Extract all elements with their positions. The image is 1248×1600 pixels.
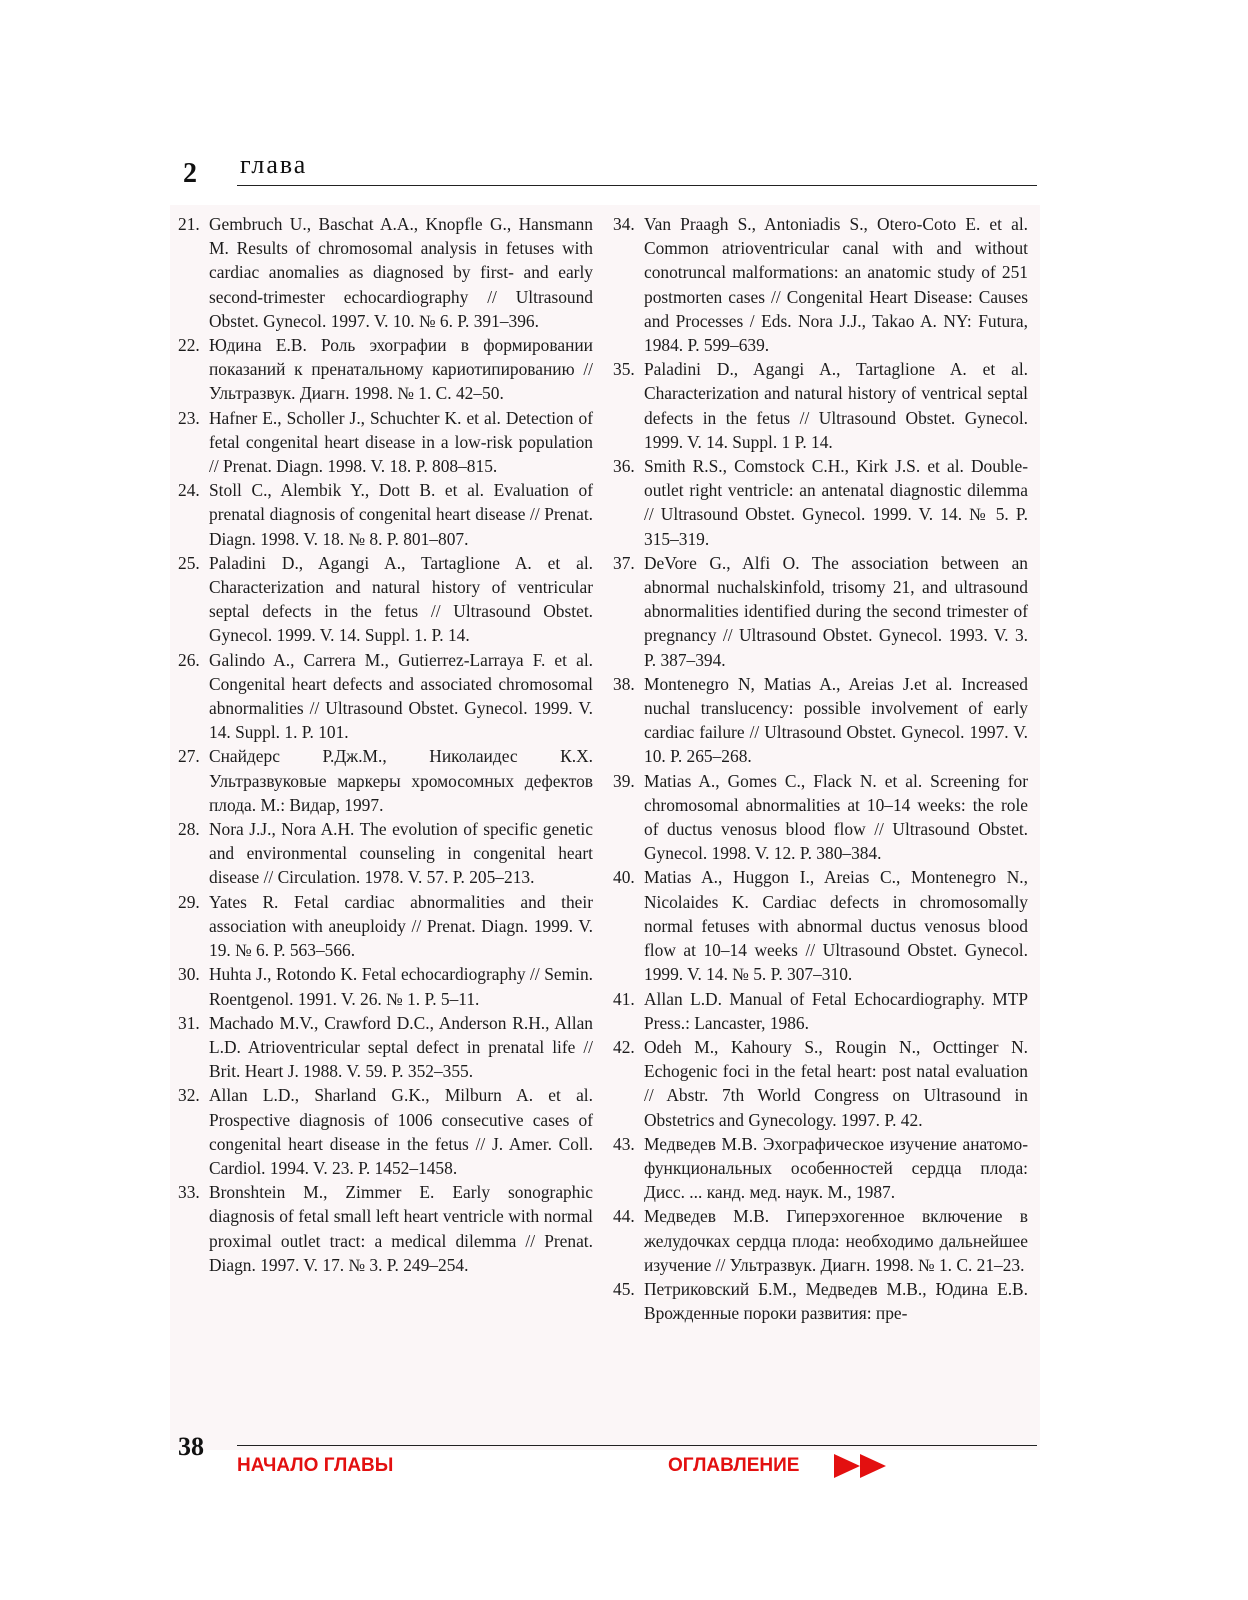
reference-text: Paladini D., Agangi A., Tartaglione A. et al. Characterization and natural history of ventricular septal defects in the fetus // Ultrasound Obstet. Gynecol. 1999. V. 14. Suppl. 1. P. 14.: [209, 552, 593, 646]
reference-item: [178, 212, 593, 333]
reference-number: 23.: [178, 407, 200, 428]
reference-item: [178, 406, 593, 479]
reference-number: 43.: [613, 1133, 635, 1154]
reference-item: [613, 987, 1028, 1035]
reference-number: 35.: [613, 359, 635, 380]
reference-text: Allan L.D. Manual of Fetal Echocardiography. MTP Press.: Lancaster, 1986.: [644, 988, 1028, 1033]
reference-item: [178, 478, 593, 551]
reference-number: 37.: [613, 552, 635, 573]
reference-number: 27.: [178, 746, 200, 767]
reference-item: [613, 1035, 1028, 1132]
reference-text: Odeh M., Kahoury S., Rougin N., Octtinger N. Echogenic foci in the fetal heart: post natal evaluation // Abstr. 7th World Congress on Ultrasound in Obstetrics and Gynecology. 1997. P. 42.: [644, 1036, 1028, 1130]
reference-text: Yates R. Fetal cardiac abnormalities and their association with aneuploidy // Prenat. Diagn. 1999. V. 19. № 6. P. 563–566.: [209, 891, 593, 961]
reference-item: [178, 817, 593, 890]
reference-item: [613, 1204, 1028, 1277]
reference-text: Machado M.V., Crawford D.C., Anderson R.H., Allan L.D. Atrioventricular septal defect in prenatal life // Brit. Heart J. 1988. V. 59. P. 352–355.: [209, 1012, 593, 1082]
reference-item: [613, 357, 1028, 454]
reference-text: Петриковский Б.М., Медведев М.В., Юдина Е.В. Врожденные пороки развития: пре-: [644, 1278, 1028, 1324]
reference-text: Hafner E., Scholler J., Schuchter K. et al. Detection of fetal congenital heart disease in a low-risk population // Prenat. Diagn. 1998. V. 18. P. 808–815.: [209, 407, 593, 477]
page-number: 38: [178, 1432, 204, 1461]
reference-item: [613, 1132, 1028, 1205]
reference-number: 28.: [178, 819, 200, 840]
chapter-number: 2: [183, 158, 197, 189]
reference-text: Huhta J., Rotondo K. Fetal echocardiography // Semin. Roentgenol. 1991. V. 26. № 1. P. 5–11.: [209, 964, 593, 1009]
reference-item: [613, 769, 1028, 866]
reference-text: Gembruch U., Baschat A.A., Knopfle G., Hansmann M. Results of chromosomal analysis in fetuses with cardiac anomalies as diagnosed by first- and early second-trimester echocardiography // Ultrasound Obstet. Gynecol. 1997. V. 10. № 6. P. 391–396.: [209, 214, 593, 331]
reference-text: Galindo A., Carrera M., Gutierrez-Larraya F. et al. Congenital heart defects and associated chromosomal abnormalities // Ultrasound Obstet. Gynecol. 1999. V. 14. Suppl. 1. P. 101.: [209, 649, 593, 743]
reference-item: [178, 648, 593, 745]
reference-item: [178, 1011, 593, 1084]
reference-text: Montenegro N, Matias A., Areias J.et al. Increased nuchal translucency: possible involvement of early cardiac failure // Ultrasound Obstet. Gynecol. 1997. V. 10. P. 265–268.: [644, 673, 1028, 767]
reference-text: Stoll C., Alembik Y., Dott B. et al. Evaluation of prenatal diagnosis of congenital heart disease // Prenat. Diagn. 1998. V. 18. № 8. P. 801–807.: [209, 480, 593, 549]
reference-item: [613, 551, 1028, 672]
reference-item: [178, 962, 593, 1010]
reference-text: Van Praagh S., Antoniadis S., Otero-Coto E. et al. Common atrioventricular canal with and without conotruncal malformations: an anatomic study of 251 postmorten cases // Congenital Heart Disease: Causes and Processes / Eds. Nora J.J., Takao A. NY: Futura, 1984. P. 599–639.: [644, 214, 1028, 356]
reference-number: 41.: [613, 988, 635, 1009]
chapter-title: глава: [240, 150, 308, 179]
chapter-start-link[interactable]: НАЧАЛО ГЛАВЫ: [237, 1455, 394, 1476]
reference-item: [178, 1180, 593, 1277]
reference-item: [178, 1083, 593, 1180]
reference-text: DeVore G., Alfi O. The association between an abnormal nuchalskinfold, trisomy 21, and ultrasound abnormalities identified during the second trimester of pregnancy // Ultrasound Obstet. Gynecol. 1993. V. 3. P. 387–394.: [644, 552, 1028, 670]
reference-text: Smith R.S., Comstock C.H., Kirk J.S. et al. Double-outlet right ventricle: an antenatal diagnostic dilemma // Ultrasound Obstet. Gynecol. 1999. V. 14. № 5. P. 315–319.: [644, 456, 1028, 549]
reference-number: 38.: [613, 673, 635, 694]
next-page-button[interactable]: [832, 1452, 892, 1480]
reference-text: Matias A., Huggon I., Areias C., Montenegro N., Nicolaides K. Cardiac defects in chromosomally normal fetuses with abnormal ductus venosus blood flow at 10–14 weeks // Ultrasound Obstet. Gynecol. 1999. V. 14. № 5. P. 307–310.: [644, 867, 1028, 985]
reference-item: [613, 865, 1028, 986]
reference-number: 40.: [613, 867, 635, 888]
reference-item: [178, 551, 593, 648]
reference-item: [613, 212, 1028, 357]
reference-item: [613, 454, 1028, 551]
reference-item: [613, 672, 1028, 769]
reference-number: 25.: [178, 552, 200, 573]
reference-number: 34.: [613, 214, 635, 234]
reference-number: 22.: [178, 335, 200, 356]
references-column-right: [613, 212, 1028, 1325]
reference-number: 39.: [613, 770, 635, 791]
reference-text: Allan L.D., Sharland G.K., Milburn A. et al. Prospective diagnosis of 1006 consecutive cases of congenital heart disease in the fetus // J. Amer. Coll. Cardiol. 1994. V. 23. P. 1452–1458.: [209, 1085, 593, 1178]
reference-number: 29.: [178, 891, 200, 912]
reference-number: 31.: [178, 1012, 200, 1033]
reference-item: [178, 744, 593, 817]
header-rule: [237, 185, 1037, 186]
reference-text: Медведев М.В. Эхографическое изучение анатомо-функциональных особенностей сердца плода: Дисс. ... канд. мед. наук. М., 1987.: [644, 1133, 1028, 1203]
reference-number: 30.: [178, 964, 200, 985]
reference-item: [613, 1277, 1028, 1325]
reference-number: 26.: [178, 649, 200, 670]
reference-text: Снайдерс Р.Дж.М., Николаидес К.Х. Ультразвуковые маркеры хромосомных дефектов плода. М.: Видар, 1997.: [209, 746, 593, 815]
reference-item: [178, 333, 593, 406]
reference-number: 45.: [613, 1278, 635, 1299]
reference-number: 24.: [178, 480, 200, 501]
table-of-contents-link[interactable]: ОГЛАВЛЕНИЕ: [668, 1455, 800, 1476]
reference-text: Медведев М.В. Гиперэхогенное включение в желудочках сердца плода: необходимо дальнейшее изучение // Ультразвук. Диагн. 1998. № 1. С. 21–23.: [644, 1206, 1028, 1275]
footer-rule: [237, 1445, 1037, 1446]
reference-item: [178, 890, 593, 963]
reference-text: Nora J.J., Nora A.H. The evolution of specific genetic and environmental counseling in congenital heart disease // Circulation. 1978. V. 57. P. 205–213.: [209, 819, 593, 888]
reference-text: Paladini D., Agangi A., Tartaglione A. et al. Characterization and natural history of ventrical septal defects in the fetus // Ultrasound Obstet. Gynecol. 1999. V. 14. Suppl. 1 P. 14.: [644, 359, 1028, 452]
reference-text: Matias A., Gomes C., Flack N. et al. Screening for chromosomal abnormalities at 10–14 weeks: the role of ductus venosus blood flow // Ultrasound Obstet. Gynecol. 1998. V. 12. P. 380–384.: [644, 770, 1028, 864]
reference-number: 33.: [178, 1182, 200, 1203]
reference-number: 21.: [178, 214, 200, 234]
reference-number: 32.: [178, 1085, 200, 1106]
reference-number: 42.: [613, 1036, 635, 1057]
reference-text: Bronshtein M., Zimmer E. Early sonographic diagnosis of fetal small left heart ventricle with normal proximal outlet tract: a medical dilemma // Prenat. Diagn. 1997. V. 17. № 3. P. 249–254.: [209, 1182, 593, 1275]
reference-number: 44.: [613, 1206, 635, 1227]
double-arrow-right-icon: [832, 1452, 892, 1480]
reference-number: 36.: [613, 456, 635, 477]
references-column-left: [178, 212, 593, 1277]
reference-text: Юдина Е.В. Роль эхографии в формировании показаний к пренатальному кариотипированию // Ультразвук. Диагн. 1998. № 1. С. 42–50.: [209, 335, 593, 404]
